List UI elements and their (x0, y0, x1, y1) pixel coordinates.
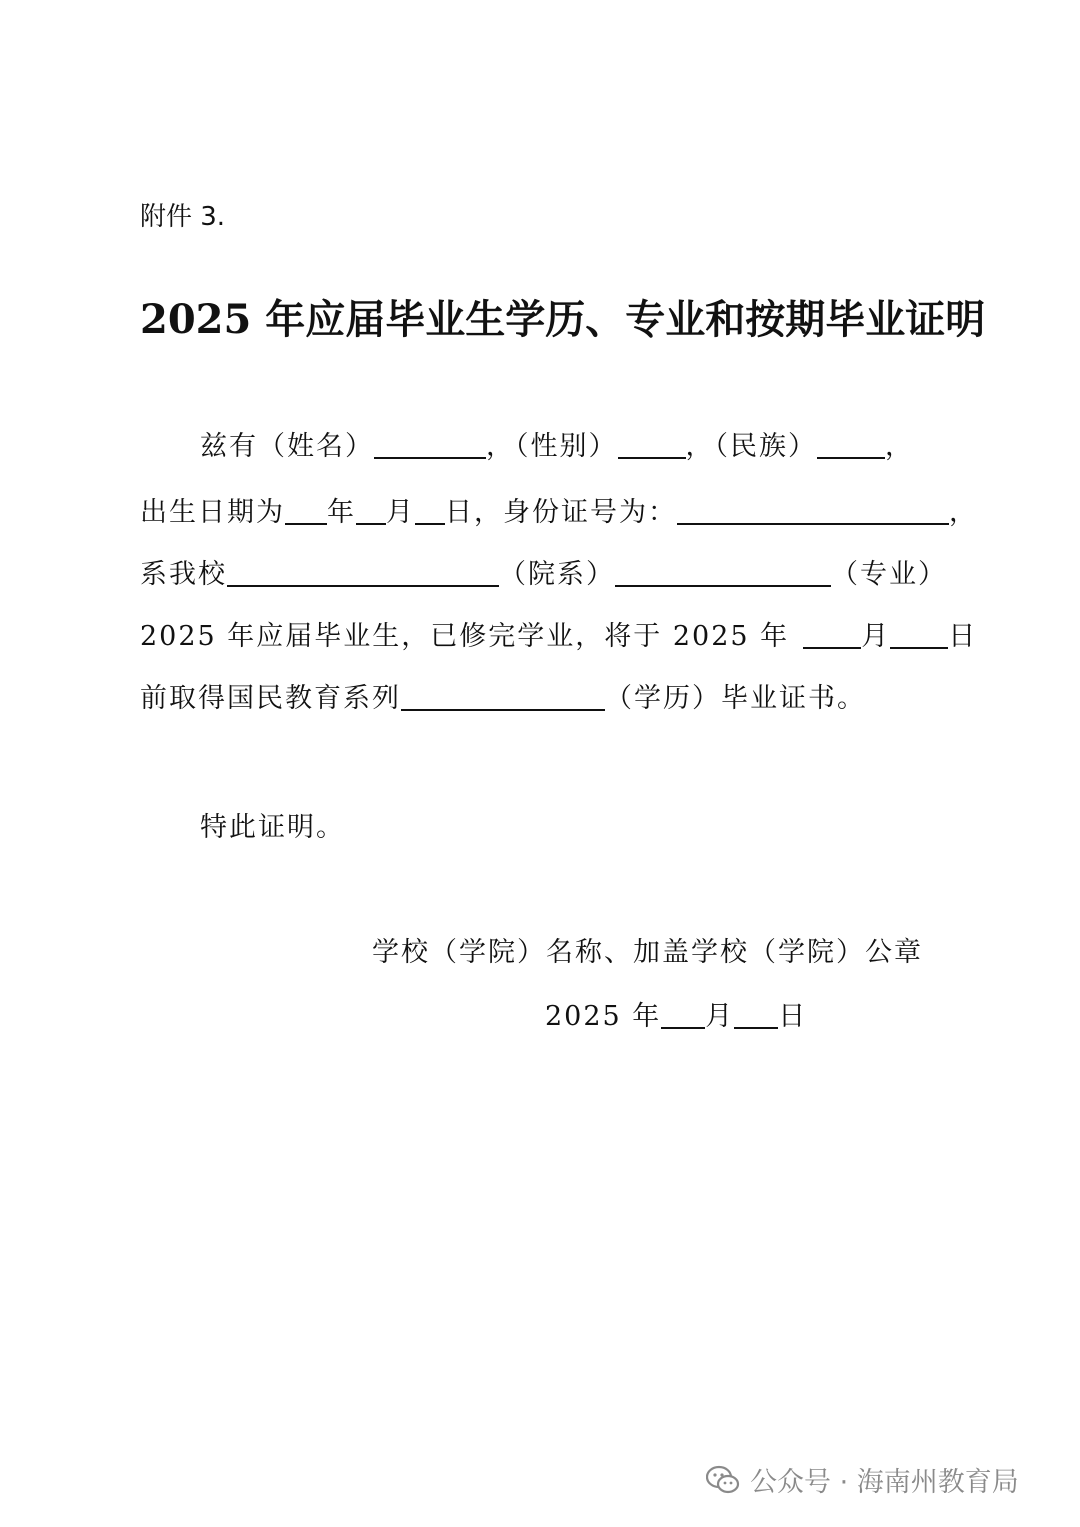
degree-text: 前取得国民教育系列 (140, 683, 401, 714)
document-title: 2025 年应届毕业生学历、专业和按期毕业证明 (140, 296, 986, 343)
gender-label: ，（性别） (486, 431, 618, 462)
department-blank (227, 558, 499, 587)
degree-blank (401, 682, 605, 711)
paragraph-line-1 (200, 424, 914, 463)
major-blank (615, 558, 831, 587)
date-day-blank (734, 1000, 778, 1029)
date-day: 日 (778, 1001, 808, 1032)
grad-month-label: 月 (861, 621, 891, 652)
id-label: 日，身份证号为： (445, 497, 677, 528)
major-label: （专业） (831, 559, 947, 590)
graduate-text: 2025 年应届毕业生，已修完学业，将于 2025 年 (140, 621, 790, 652)
line1-end: ， (885, 431, 914, 462)
statement: 特此证明。 (200, 812, 345, 843)
signature-line: 学校（学院）名称、加盖学校（学院）公章 (372, 937, 923, 968)
wechat-icon (706, 1465, 740, 1495)
gender-blank (618, 430, 686, 459)
date-year: 2025 年 (545, 1001, 662, 1032)
ethnicity-label: ，（民族） (685, 431, 817, 462)
paragraph-line-2 (140, 490, 978, 529)
birthdate-label: 出生日期为 (140, 497, 285, 528)
year-label: 年 (327, 497, 356, 528)
grad-day-label: 日 (948, 621, 978, 652)
ethnicity-blank (817, 430, 885, 459)
watermark-text: 公众号 · 海南州教育局 (750, 1467, 1019, 1498)
date-month: 月 (705, 1001, 735, 1032)
certificate-text: （学历）毕业证书。 (605, 683, 866, 714)
date-month-blank (661, 1000, 705, 1029)
paragraph-line-4 (140, 614, 977, 653)
date-line (545, 994, 807, 1033)
birth-year-blank (285, 496, 327, 525)
grad-month-blank (803, 620, 861, 649)
paragraph-line-5 (140, 676, 866, 715)
school-label: 系我校 (140, 559, 227, 590)
grad-day-blank (890, 620, 948, 649)
watermark (706, 1460, 1019, 1499)
birth-month-blank (356, 496, 386, 525)
month-label: 月 (386, 497, 415, 528)
id-number-blank (677, 496, 949, 525)
birth-day-blank (415, 496, 445, 525)
name-label: 兹有（姓名） (200, 431, 374, 462)
paragraph-line-3 (140, 552, 947, 591)
name-blank (374, 430, 486, 459)
attachment-label: 附件 3. (140, 202, 226, 232)
department-label: （院系） (499, 559, 615, 590)
line2-end: ， (949, 497, 978, 528)
